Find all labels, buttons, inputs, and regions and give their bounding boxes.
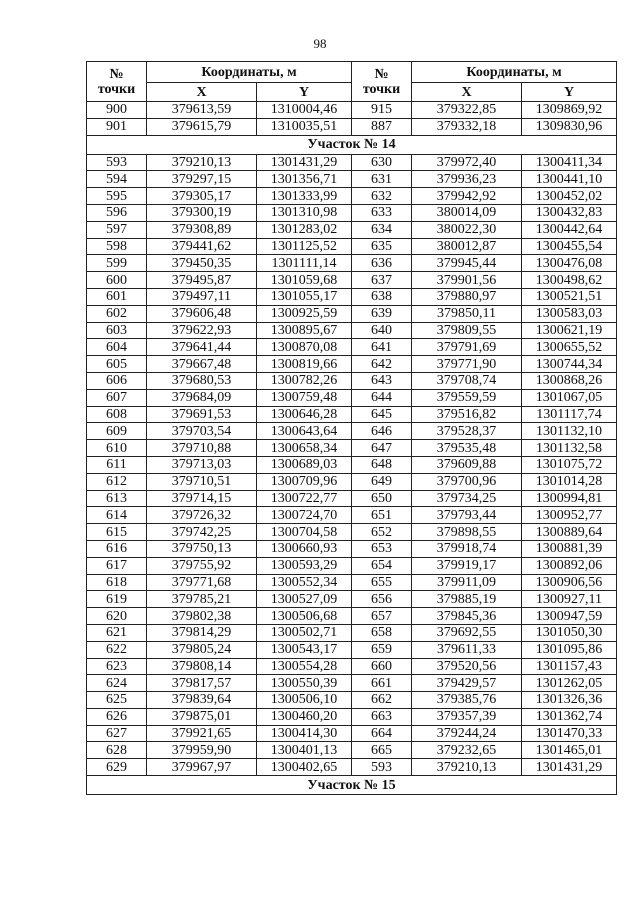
- x-coordinate: 379708,74: [412, 372, 522, 389]
- point-number: 638: [352, 288, 412, 305]
- point-number: 593: [87, 154, 147, 171]
- point-number: 915: [352, 102, 412, 119]
- x-coordinate: 379559,59: [412, 389, 522, 406]
- table-row: [87, 171, 617, 188]
- y-header: Y: [522, 83, 617, 102]
- point-number: 617: [87, 557, 147, 574]
- y-coordinate: 1300411,34: [522, 154, 617, 171]
- point-number: 626: [87, 708, 147, 725]
- y-header: Y: [257, 83, 352, 102]
- x-coordinate: 379959,90: [147, 742, 257, 759]
- x-coordinate: 379755,92: [147, 557, 257, 574]
- x-coordinate: 379967,97: [147, 759, 257, 776]
- y-coordinate: 1300660,93: [257, 540, 352, 557]
- point-number-header-right: [352, 62, 412, 102]
- table-row: [87, 255, 617, 272]
- table-row: [87, 675, 617, 692]
- x-coordinate: 379667,48: [147, 356, 257, 373]
- point-number: 639: [352, 305, 412, 322]
- y-coordinate: 1300543,17: [257, 641, 352, 658]
- point-number: 594: [87, 171, 147, 188]
- y-coordinate: 1301333,99: [257, 188, 352, 205]
- table-row: [87, 322, 617, 339]
- section-15-header: [87, 776, 617, 795]
- point-number: 887: [352, 118, 412, 135]
- x-coordinate: 379805,24: [147, 641, 257, 658]
- top-rows: [87, 102, 617, 136]
- coordinates-table: [86, 61, 617, 795]
- x-coordinate: 379210,13: [147, 154, 257, 171]
- x-coordinate: 379936,23: [412, 171, 522, 188]
- table-row: [87, 608, 617, 625]
- y-coordinate: 1300704,58: [257, 524, 352, 541]
- point-number: 627: [87, 725, 147, 742]
- point-number: 621: [87, 624, 147, 641]
- point-number: 616: [87, 540, 147, 557]
- y-coordinate: 1301132,10: [522, 423, 617, 440]
- y-coordinate: 1300994,81: [522, 490, 617, 507]
- x-coordinate: 379609,88: [412, 456, 522, 473]
- point-number: 610: [87, 440, 147, 457]
- y-coordinate: 1300442,64: [522, 221, 617, 238]
- table-row: [87, 154, 617, 171]
- table-row: [87, 440, 617, 457]
- table-row: [87, 118, 617, 135]
- section-14-rows: [87, 154, 617, 775]
- point-number: 641: [352, 339, 412, 356]
- y-coordinate: 1300689,03: [257, 456, 352, 473]
- y-coordinate: 1300952,77: [522, 507, 617, 524]
- y-coordinate: 1309869,92: [522, 102, 617, 119]
- x-coordinate: 379713,03: [147, 456, 257, 473]
- table-row: [87, 456, 617, 473]
- coordinates-header-left: Координаты, м: [147, 62, 352, 83]
- y-coordinate: 1300744,34: [522, 356, 617, 373]
- x-coordinate: 379210,13: [412, 759, 522, 776]
- x-header: X: [147, 83, 257, 102]
- x-coordinate: 379942,92: [412, 188, 522, 205]
- y-coordinate: 1301125,52: [257, 238, 352, 255]
- y-coordinate: 1301095,86: [522, 641, 617, 658]
- x-coordinate: 379606,48: [147, 305, 257, 322]
- x-coordinate: 379911,09: [412, 574, 522, 591]
- point-number: 664: [352, 725, 412, 742]
- point-number: 655: [352, 574, 412, 591]
- y-coordinate: 1300550,39: [257, 675, 352, 692]
- x-coordinate: 379919,17: [412, 557, 522, 574]
- point-number: 623: [87, 658, 147, 675]
- point-number: 596: [87, 204, 147, 221]
- x-coordinate: 379808,14: [147, 658, 257, 675]
- y-coordinate: 1300870,08: [257, 339, 352, 356]
- y-coordinate: 1310004,46: [257, 102, 352, 119]
- point-number: 600: [87, 272, 147, 289]
- x-coordinate: 379850,11: [412, 305, 522, 322]
- point-number: 648: [352, 456, 412, 473]
- table-row: [87, 221, 617, 238]
- y-coordinate: 1301310,98: [257, 204, 352, 221]
- y-coordinate: 1300593,29: [257, 557, 352, 574]
- y-coordinate: 1300947,59: [522, 608, 617, 625]
- x-coordinate: 379232,65: [412, 742, 522, 759]
- x-coordinate: 379535,48: [412, 440, 522, 457]
- point-number: 606: [87, 372, 147, 389]
- x-coordinate: 379726,32: [147, 507, 257, 524]
- point-number: 625: [87, 692, 147, 709]
- section-14-header: [87, 135, 617, 154]
- point-number: 619: [87, 591, 147, 608]
- table-row: [87, 372, 617, 389]
- x-coordinate: 379809,55: [412, 322, 522, 339]
- x-coordinate: 379785,21: [147, 591, 257, 608]
- x-coordinate: 379875,01: [147, 708, 257, 725]
- num-label: №: [109, 66, 124, 82]
- y-coordinate: 1300452,02: [522, 188, 617, 205]
- table-row: [87, 624, 617, 641]
- point-number: 609: [87, 423, 147, 440]
- x-coordinate: 379305,17: [147, 188, 257, 205]
- y-coordinate: 1301157,43: [522, 658, 617, 675]
- x-coordinate: 379692,55: [412, 624, 522, 641]
- y-coordinate: 1301111,14: [257, 255, 352, 272]
- table-row: [87, 204, 617, 221]
- x-coordinate: 379710,88: [147, 440, 257, 457]
- y-coordinate: 1300460,20: [257, 708, 352, 725]
- point-number: 646: [352, 423, 412, 440]
- x-coordinate: 379742,25: [147, 524, 257, 541]
- x-coordinate: 379441,62: [147, 238, 257, 255]
- y-coordinate: 1300889,64: [522, 524, 617, 541]
- x-coordinate: 379901,56: [412, 272, 522, 289]
- x-coordinate: 379308,89: [147, 221, 257, 238]
- x-coordinate: 379714,15: [147, 490, 257, 507]
- point-number: 652: [352, 524, 412, 541]
- y-coordinate: 1301465,01: [522, 742, 617, 759]
- y-coordinate: 1300527,09: [257, 591, 352, 608]
- point-number: 628: [87, 742, 147, 759]
- point-number: 659: [352, 641, 412, 658]
- point-number: 620: [87, 608, 147, 625]
- num-sub-label: точки: [362, 81, 401, 97]
- point-number: 614: [87, 507, 147, 524]
- point-number: 604: [87, 339, 147, 356]
- y-coordinate: 1300432,83: [522, 204, 617, 221]
- y-coordinate: 1301075,72: [522, 456, 617, 473]
- y-coordinate: 1300506,10: [257, 692, 352, 709]
- point-number: 643: [352, 372, 412, 389]
- x-coordinate: 379385,76: [412, 692, 522, 709]
- x-coordinate: 379771,90: [412, 356, 522, 373]
- point-number: 607: [87, 389, 147, 406]
- point-number: 593: [352, 759, 412, 776]
- y-coordinate: 1301356,71: [257, 171, 352, 188]
- x-coordinate: 379791,69: [412, 339, 522, 356]
- y-coordinate: 1300892,06: [522, 557, 617, 574]
- y-coordinate: 1300502,71: [257, 624, 352, 641]
- y-coordinate: 1300655,52: [522, 339, 617, 356]
- point-number: 635: [352, 238, 412, 255]
- table-row: [87, 305, 617, 322]
- point-number: 645: [352, 406, 412, 423]
- table-row: [87, 742, 617, 759]
- table-row: [87, 423, 617, 440]
- x-coordinate: 379898,55: [412, 524, 522, 541]
- y-coordinate: 1301050,30: [522, 624, 617, 641]
- x-coordinate: 379516,82: [412, 406, 522, 423]
- point-number: 605: [87, 356, 147, 373]
- x-coordinate: 379520,56: [412, 658, 522, 675]
- y-coordinate: 1301132,58: [522, 440, 617, 457]
- point-number: 649: [352, 473, 412, 490]
- x-coordinate: 379885,19: [412, 591, 522, 608]
- table-row: [87, 389, 617, 406]
- table-row: [87, 473, 617, 490]
- y-coordinate: 1301362,74: [522, 708, 617, 725]
- x-coordinate: 379814,29: [147, 624, 257, 641]
- y-coordinate: 1301470,33: [522, 725, 617, 742]
- table-row: [87, 339, 617, 356]
- point-number: 629: [87, 759, 147, 776]
- y-coordinate: 1300722,77: [257, 490, 352, 507]
- point-number: 647: [352, 440, 412, 457]
- table-row: [87, 356, 617, 373]
- y-coordinate: 1300881,39: [522, 540, 617, 557]
- point-number: 608: [87, 406, 147, 423]
- y-coordinate: 1300621,19: [522, 322, 617, 339]
- y-coordinate: 1300506,68: [257, 608, 352, 625]
- table-row: [87, 641, 617, 658]
- x-coordinate: 379429,57: [412, 675, 522, 692]
- point-number: 611: [87, 456, 147, 473]
- y-coordinate: 1310035,51: [257, 118, 352, 135]
- x-coordinate: 379817,57: [147, 675, 257, 692]
- point-number: 631: [352, 171, 412, 188]
- point-number: 598: [87, 238, 147, 255]
- point-number: 663: [352, 708, 412, 725]
- x-coordinate: 379684,09: [147, 389, 257, 406]
- point-number: 656: [352, 591, 412, 608]
- table-row: [87, 759, 617, 776]
- y-coordinate: 1300658,34: [257, 440, 352, 457]
- y-coordinate: 1300709,96: [257, 473, 352, 490]
- table-row: [87, 658, 617, 675]
- y-coordinate: 1300906,56: [522, 574, 617, 591]
- point-number: 662: [352, 692, 412, 709]
- table-row: [87, 102, 617, 119]
- x-coordinate: 379450,35: [147, 255, 257, 272]
- x-coordinate: 379700,96: [412, 473, 522, 490]
- point-number: 595: [87, 188, 147, 205]
- x-coordinate: 379691,53: [147, 406, 257, 423]
- y-coordinate: 1300646,28: [257, 406, 352, 423]
- point-number: 661: [352, 675, 412, 692]
- point-number: 640: [352, 322, 412, 339]
- point-number-header-left: [87, 62, 147, 102]
- table-row: [87, 238, 617, 255]
- point-number: 654: [352, 557, 412, 574]
- table-row: [87, 272, 617, 289]
- y-coordinate: 1300724,70: [257, 507, 352, 524]
- point-number: 633: [352, 204, 412, 221]
- y-coordinate: 1300925,59: [257, 305, 352, 322]
- point-number: 632: [352, 188, 412, 205]
- num-sub-label: точки: [97, 81, 136, 97]
- table-row: [87, 692, 617, 709]
- x-coordinate: 379641,44: [147, 339, 257, 356]
- y-coordinate: 1300476,08: [522, 255, 617, 272]
- table-row: [87, 188, 617, 205]
- y-coordinate: 1300643,64: [257, 423, 352, 440]
- x-coordinate: 379611,33: [412, 641, 522, 658]
- table-row: [87, 557, 617, 574]
- x-coordinate: 379615,79: [147, 118, 257, 135]
- y-coordinate: 1301055,17: [257, 288, 352, 305]
- y-coordinate: 1301117,74: [522, 406, 617, 423]
- x-coordinate: 379921,65: [147, 725, 257, 742]
- x-coordinate: 379734,25: [412, 490, 522, 507]
- point-number: 602: [87, 305, 147, 322]
- table-row: [87, 540, 617, 557]
- table-row: [87, 406, 617, 423]
- point-number: 599: [87, 255, 147, 272]
- point-number: 630: [352, 154, 412, 171]
- y-coordinate: 1300759,48: [257, 389, 352, 406]
- y-coordinate: 1301283,02: [257, 221, 352, 238]
- y-coordinate: 1300819,66: [257, 356, 352, 373]
- point-number: 601: [87, 288, 147, 305]
- y-coordinate: 1300895,67: [257, 322, 352, 339]
- y-coordinate: 1301431,29: [257, 154, 352, 171]
- y-coordinate: 1301014,28: [522, 473, 617, 490]
- point-number: 634: [352, 221, 412, 238]
- x-coordinate: 379839,64: [147, 692, 257, 709]
- y-coordinate: 1300455,54: [522, 238, 617, 255]
- y-coordinate: 1309830,96: [522, 118, 617, 135]
- x-coordinate: 379880,97: [412, 288, 522, 305]
- x-coordinate: 379357,39: [412, 708, 522, 725]
- x-coordinate: 379918,74: [412, 540, 522, 557]
- x-coordinate: 379945,44: [412, 255, 522, 272]
- table-row: [87, 507, 617, 524]
- point-number: 597: [87, 221, 147, 238]
- coordinates-header-right: Координаты, м: [412, 62, 617, 83]
- point-number: 636: [352, 255, 412, 272]
- x-coordinate: 380022,30: [412, 221, 522, 238]
- y-coordinate: 1300583,03: [522, 305, 617, 322]
- x-coordinate: 379300,19: [147, 204, 257, 221]
- y-coordinate: 1300521,51: [522, 288, 617, 305]
- table-row: [87, 490, 617, 507]
- y-coordinate: 1300414,30: [257, 725, 352, 742]
- x-coordinate: 379972,40: [412, 154, 522, 171]
- section-title: Участок № 14: [87, 135, 617, 154]
- point-number: 612: [87, 473, 147, 490]
- y-coordinate: 1300554,28: [257, 658, 352, 675]
- point-number: 603: [87, 322, 147, 339]
- y-coordinate: 1300782,26: [257, 372, 352, 389]
- y-coordinate: 1301059,68: [257, 272, 352, 289]
- x-coordinate: 379703,54: [147, 423, 257, 440]
- table-row: [87, 591, 617, 608]
- x-coordinate: 379802,38: [147, 608, 257, 625]
- x-coordinate: 379845,36: [412, 608, 522, 625]
- y-coordinate: 1301262,05: [522, 675, 617, 692]
- x-coordinate: 379497,11: [147, 288, 257, 305]
- x-coordinate: 379495,87: [147, 272, 257, 289]
- point-number: 653: [352, 540, 412, 557]
- point-number: 613: [87, 490, 147, 507]
- y-coordinate: 1301431,29: [522, 759, 617, 776]
- y-coordinate: 1300441,10: [522, 171, 617, 188]
- point-number: 660: [352, 658, 412, 675]
- x-coordinate: 379622,93: [147, 322, 257, 339]
- y-coordinate: 1300401,13: [257, 742, 352, 759]
- point-number: 624: [87, 675, 147, 692]
- table-row: [87, 524, 617, 541]
- point-number: 615: [87, 524, 147, 541]
- table-row: [87, 574, 617, 591]
- point-number: 657: [352, 608, 412, 625]
- point-number: 901: [87, 118, 147, 135]
- x-coordinate: 379244,24: [412, 725, 522, 742]
- x-coordinate: 379332,18: [412, 118, 522, 135]
- x-coordinate: 379771,68: [147, 574, 257, 591]
- table-row: [87, 725, 617, 742]
- point-number: 644: [352, 389, 412, 406]
- point-number: 618: [87, 574, 147, 591]
- point-number: 651: [352, 507, 412, 524]
- point-number: 665: [352, 742, 412, 759]
- section-title: Участок № 15: [87, 776, 617, 795]
- table-row: [87, 708, 617, 725]
- point-number: 658: [352, 624, 412, 641]
- point-number: 622: [87, 641, 147, 658]
- num-label: №: [374, 66, 389, 82]
- x-coordinate: 380014,09: [412, 204, 522, 221]
- point-number: 637: [352, 272, 412, 289]
- y-coordinate: 1300552,34: [257, 574, 352, 591]
- table-row: [87, 288, 617, 305]
- y-coordinate: 1300868,26: [522, 372, 617, 389]
- y-coordinate: 1300402,65: [257, 759, 352, 776]
- x-coordinate: 379528,37: [412, 423, 522, 440]
- point-number: 650: [352, 490, 412, 507]
- y-coordinate: 1301326,36: [522, 692, 617, 709]
- point-number: 900: [87, 102, 147, 119]
- point-number: 642: [352, 356, 412, 373]
- x-coordinate: 380012,87: [412, 238, 522, 255]
- x-coordinate: 379750,13: [147, 540, 257, 557]
- y-coordinate: 1301067,05: [522, 389, 617, 406]
- x-coordinate: 379613,59: [147, 102, 257, 119]
- page-number: 98: [313, 36, 327, 51]
- x-coordinate: 379680,53: [147, 372, 257, 389]
- x-coordinate: 379322,85: [412, 102, 522, 119]
- y-coordinate: 1300498,62: [522, 272, 617, 289]
- x-coordinate: 379710,51: [147, 473, 257, 490]
- y-coordinate: 1300927,11: [522, 591, 617, 608]
- x-coordinate: 379297,15: [147, 171, 257, 188]
- x-header: X: [412, 83, 522, 102]
- x-coordinate: 379793,44: [412, 507, 522, 524]
